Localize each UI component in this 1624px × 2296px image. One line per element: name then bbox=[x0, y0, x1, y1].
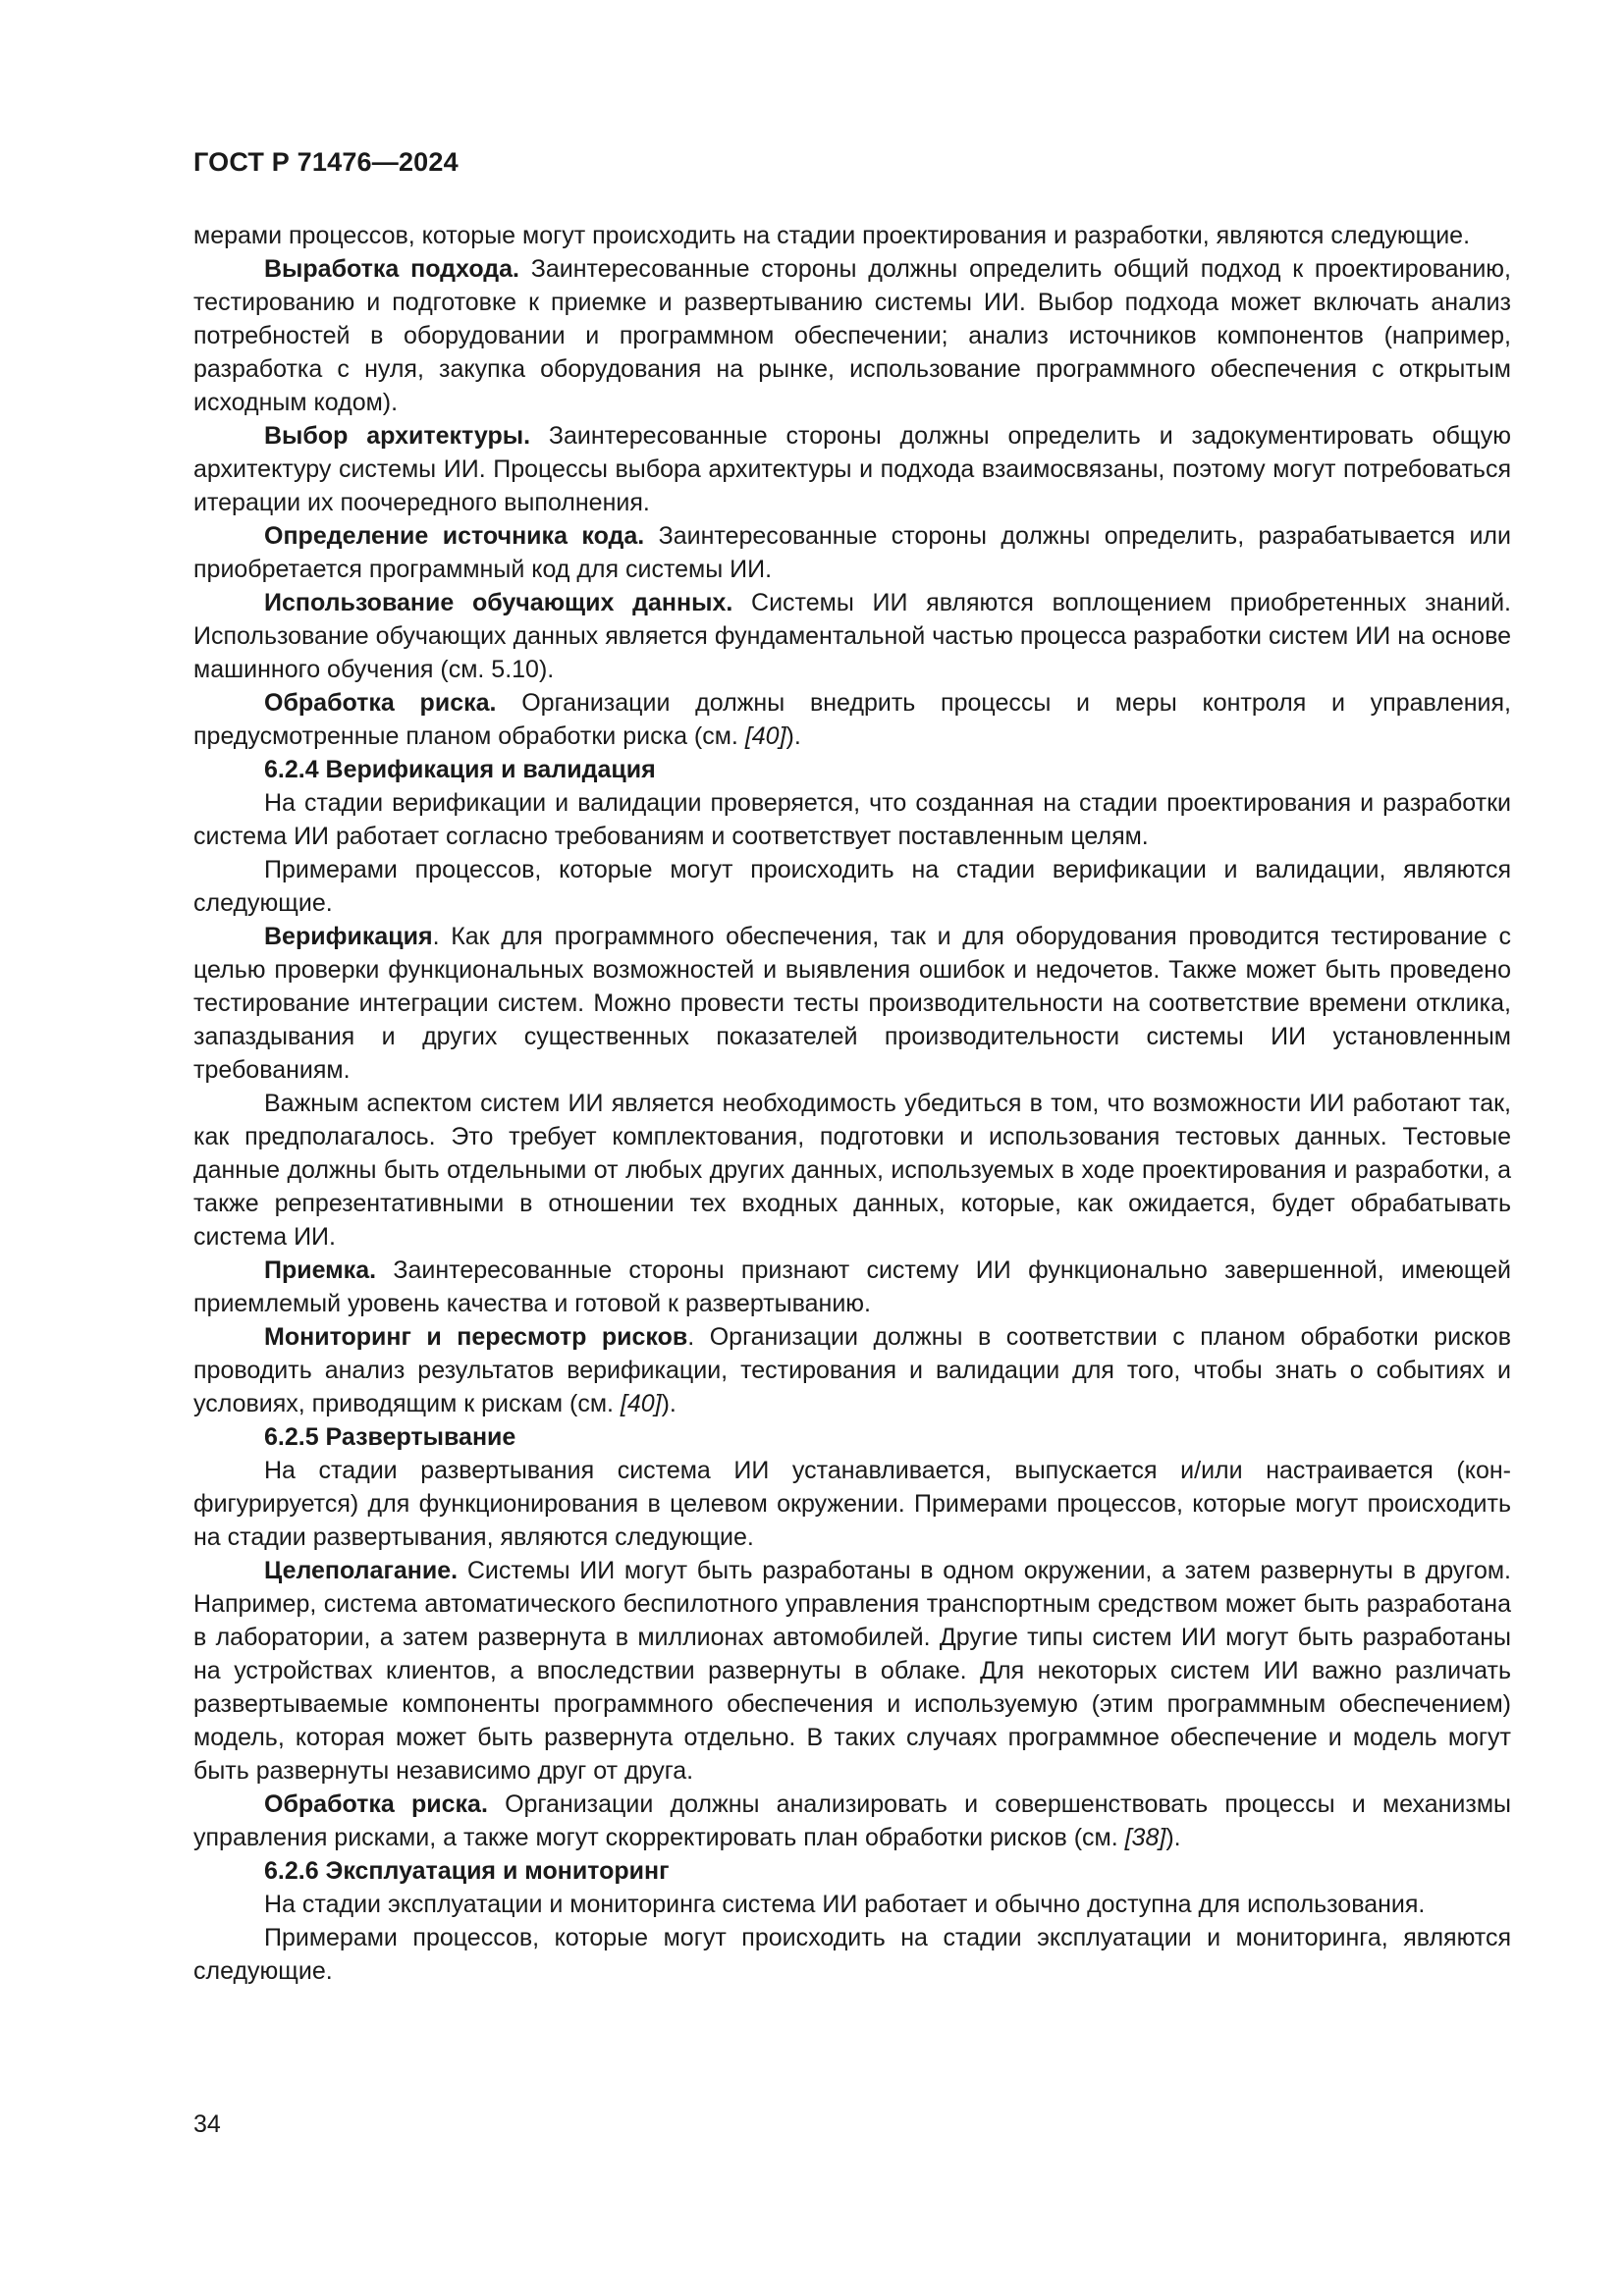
paragraph-text: На стадии развертывания система ИИ устанавливается, выпускается и/или настраивается (конфигурируется) для функционирования в целевом окружении. Примерами процессов, которые могут происходить на стадии развертывания, являются следующие. bbox=[193, 1457, 1511, 1551]
paragraph-text: На стадии эксплуатации и мониторинга система ИИ работает и обычно доступна для использования. bbox=[264, 1891, 1426, 1918]
paragraph-lead: Обработка риска. bbox=[264, 1790, 488, 1818]
paragraph-lead: Выбор архитектуры. bbox=[264, 422, 531, 450]
paragraph bbox=[193, 252, 1511, 419]
section-heading: 6.2.6 Эксплуатация и мониторинг bbox=[264, 1857, 670, 1885]
section-heading: 6.2.4 Верификация и валидация bbox=[264, 756, 656, 783]
paragraph-text: Заинтересованные стороны должны определить общий подход к проектированию, тестированию и подготовке к приемке и развертыванию системы ИИ. Выбор подхода может включать анализ потребностей в оборудовании и программном обеспечении; анализ источников компонентов (например, разработка с нуля, закупка оборудования на рынке, использование программного обеспечения с открытым исходным кодом). bbox=[193, 255, 1511, 416]
paragraph-text: ). bbox=[661, 1390, 677, 1417]
paragraph bbox=[193, 519, 1511, 586]
paragraph bbox=[193, 1921, 1511, 1988]
paragraph-lead: Обработка риска. bbox=[264, 689, 497, 717]
citation-reference: [38] bbox=[1124, 1824, 1166, 1851]
paragraph-lead: Целеполагание. bbox=[264, 1557, 459, 1584]
paragraph-lead: Верификация bbox=[264, 923, 433, 950]
paragraph-text: ). bbox=[1165, 1824, 1181, 1851]
paragraph bbox=[193, 1454, 1511, 1554]
document-body bbox=[193, 219, 1511, 1988]
paragraph-text: Организации должны анализировать и совершенствовать процессы и механизмы управления рисками, а также могут скорректировать план обработки рисков (см. bbox=[193, 1790, 1511, 1851]
paragraph bbox=[193, 1554, 1511, 1788]
paragraph bbox=[193, 1788, 1511, 1854]
paragraph-lead: Мониторинг и пересмотр рисков bbox=[264, 1323, 688, 1351]
citation-reference: [40] bbox=[744, 722, 786, 750]
document-header: ГОСТ Р 71476—2024 bbox=[193, 147, 459, 177]
paragraph-text: Системы ИИ являются воплощением приобретенных знаний. Использование обучающих данных является фундаментальной частью процесса разработки систем ИИ на основе машинного обучения (см. 5.10). bbox=[193, 589, 1511, 683]
paragraph-text: Заинтересованные стороны должны определить и задокументировать общую архитектуру системы ИИ. Процессы выбора архитектуры и подхода взаимосвязаны, поэтому могут потребоваться итерации их поочередного выполнения. bbox=[193, 422, 1511, 516]
paragraph-text: Заинтересованные стороны признают систему ИИ функционально завершенной, имеющей приемлемый уровень качества и готовой к развертыванию. bbox=[193, 1256, 1511, 1317]
paragraph bbox=[193, 1087, 1511, 1254]
paragraph-lead: Выработка подхода. bbox=[264, 255, 519, 283]
paragraph-text: Примерами процессов, которые могут происходить на стадии верификации и валидации, являются следующие. bbox=[193, 856, 1511, 917]
section-heading: 6.2.5 Развертывание bbox=[264, 1423, 516, 1451]
paragraph bbox=[193, 419, 1511, 519]
paragraph bbox=[193, 920, 1511, 1087]
paragraph-text: мерами процессов, которые могут происходить на стадии проектирования и разработки, являются следующие. bbox=[193, 222, 1471, 249]
paragraph bbox=[193, 786, 1511, 853]
paragraph-text: Примерами процессов, которые могут происходить на стадии эксплуатации и мониторинга, являются следующие. bbox=[193, 1924, 1511, 1985]
paragraph bbox=[193, 686, 1511, 753]
paragraph-text: Заинтересованные стороны должны определить, разрабатывается или приобретается программный код для системы ИИ. bbox=[193, 522, 1511, 583]
paragraph-text: . Как для программного обеспечения, так и для оборудования проводится тестирование с целью проверки функциональных возможностей и выявления ошибок и недочетов. Также может быть проведено тестирование интеграции систем. Можно провести тесты производительности на соответствие времени отклика, запаздывания и других существенных показателей производительности системы ИИ установленным требованиям. bbox=[193, 923, 1511, 1084]
paragraph bbox=[193, 1254, 1511, 1320]
paragraph-text: Организации должны внедрить процессы и меры контроля и управления, предусмотренные планом обработки риска (см. bbox=[193, 689, 1511, 750]
paragraph-text: . Организации должны в соответствии с планом обработки рисков проводить анализ результатов верификации, тестирования и валидации для того, чтобы знать о событиях и условиях, приводящим к рискам (см. bbox=[193, 1323, 1511, 1417]
paragraph-lead: Определение источника кода. bbox=[264, 522, 645, 550]
page-number: 34 bbox=[193, 2110, 221, 2138]
paragraph bbox=[193, 1888, 1511, 1921]
paragraph bbox=[193, 853, 1511, 920]
paragraph-text: Важным аспектом систем ИИ является необходимость убедиться в том, что возможности ИИ работают так, как предполагалось. Это требует комплектования, подготовки и использования тестовых данных. Тестовые данные должны быть отдельными от любых других данных, используемых в ходе проектирования и разработки, а также репрезентативными в отношении тех входных данных, которые, как ожидается, будет обрабатывать система ИИ. bbox=[193, 1090, 1511, 1251]
paragraph bbox=[193, 219, 1511, 252]
paragraph bbox=[193, 1320, 1511, 1420]
paragraph-lead: Приемка. bbox=[264, 1256, 377, 1284]
citation-reference: [40] bbox=[620, 1390, 662, 1417]
paragraph bbox=[193, 586, 1511, 686]
paragraph-text: ). bbox=[785, 722, 801, 750]
paragraph-text: На стадии верификации и валидации проверяется, что созданная на стадии проектирования и разработки система ИИ работает согласно требованиям и соответствует поставленным целям. bbox=[193, 789, 1511, 850]
paragraph-lead: Использование обучающих данных. bbox=[264, 589, 733, 616]
paragraph-text: Системы ИИ могут быть разработаны в одном окружении, а затем развернуты в другом. Например, система автоматического беспилотного управления транспортным средством может быть разработана в лаборатории, а затем развернута в миллионах автомобилей. Другие типы систем ИИ могут быть разработаны на устройствах клиентов, а впоследствии развернуты в облаке. Для некоторых систем ИИ важно различать развертываемые компоненты программного обеспечения и используемую (этим программным обеспечением) модель, которая может быть развернута отдельно. В таких случаях программное обеспечение и модель могут быть развернуты независимо друг от друга. bbox=[193, 1557, 1511, 1785]
